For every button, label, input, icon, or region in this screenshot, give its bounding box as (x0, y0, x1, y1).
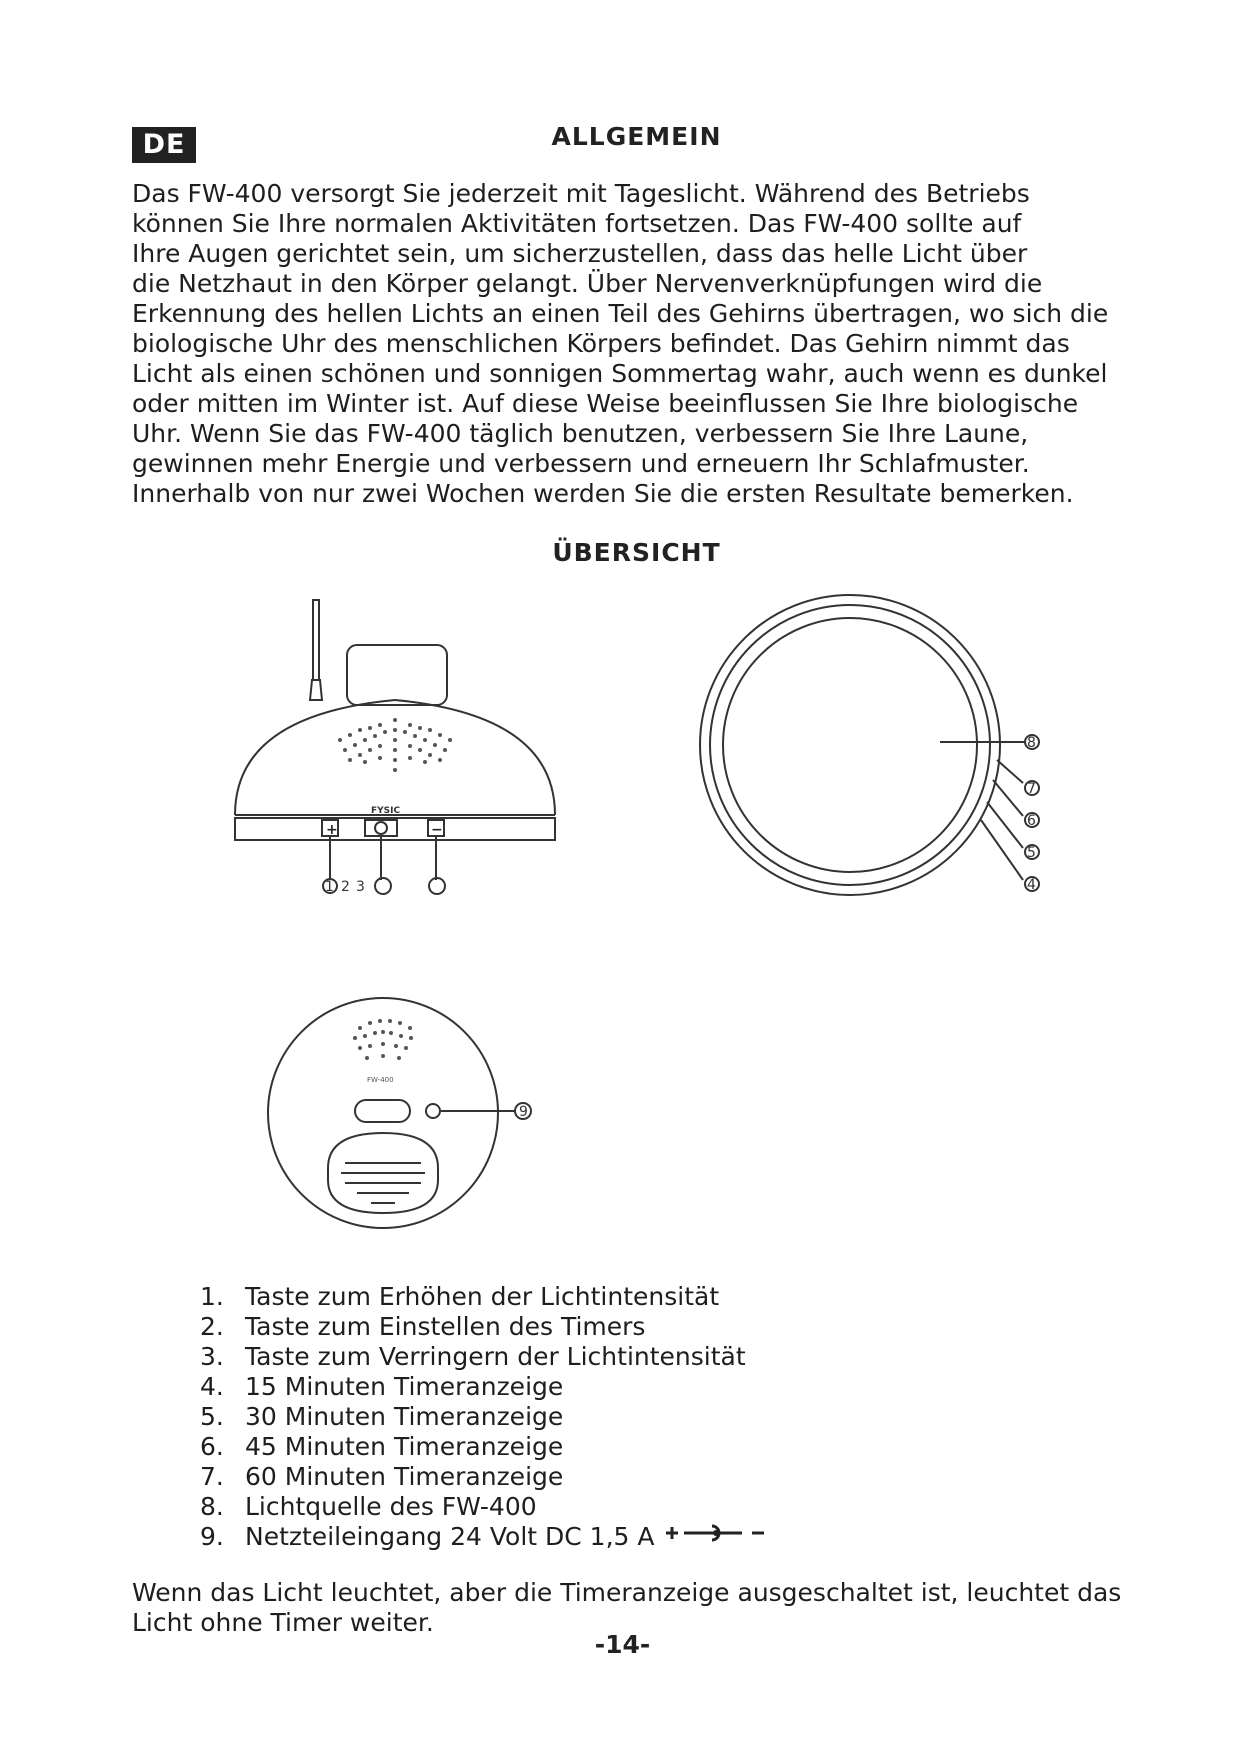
antenna (313, 600, 319, 680)
list-text: Taste zum Einstellen des Timers (245, 1312, 646, 1341)
list-number: 3. (200, 1342, 224, 1371)
intro-line: oder mitten im Winter ist. Auf diese Weise beeinflussen Sie Ihre biologische (132, 389, 1079, 418)
list-text: 15 Minuten Timeranzeige (245, 1372, 564, 1401)
minus-button-label: − (431, 822, 443, 838)
intro-line: Erkennung des hellen Lichts an einen Teil des Gehirns übertragen, wo sich die (132, 299, 1109, 328)
list-text: 45 Minuten Timeranzeige (245, 1432, 564, 1461)
list-text: Taste zum Verringern der Lichtintensität (245, 1342, 746, 1371)
list-number: 8. (200, 1492, 224, 1521)
list-item (200, 1432, 774, 1462)
list-number: 5. (200, 1402, 224, 1431)
list-item (200, 1462, 774, 1492)
heading-overview: ÜBERSICHT (552, 538, 721, 567)
rear-slot (355, 1100, 410, 1122)
list-text: Lichtquelle des FW-400 (245, 1492, 537, 1521)
intro-line: die Netzhaut in den Körper gelangt. Über Nervenverknüpfungen wird die (132, 269, 1043, 298)
intro-line: gewinnen mehr Energie und verbessern und erneuern Ihr Schlafmuster. (132, 449, 1030, 478)
list-number: 1. (200, 1282, 224, 1311)
dome-outline (235, 700, 555, 815)
intro-line: Licht als einen schönen und sonnigen Sommertag wahr, auch wenn es dunkel (132, 359, 1108, 388)
language-badge: DE (132, 127, 196, 163)
list-item (200, 1492, 774, 1522)
list-item (200, 1342, 774, 1372)
list-number: 2. (200, 1312, 224, 1341)
list-item (200, 1282, 774, 1312)
timer-button-icon (375, 822, 387, 834)
dc-polarity-icon (664, 1522, 774, 1544)
list-item (200, 1522, 774, 1552)
outer-ring (700, 595, 1000, 895)
heading-general: ALLGEMEIN (551, 122, 722, 151)
list-item (200, 1312, 774, 1342)
callout-6: 6 (1027, 813, 1036, 829)
list-number: 4. (200, 1372, 224, 1401)
list-text: 60 Minuten Timeranzeige (245, 1462, 564, 1491)
model-label: FW-400 (367, 1076, 394, 1084)
callout-2: 2 (341, 879, 350, 895)
feature-list (200, 1282, 774, 1552)
list-number: 6. (200, 1432, 224, 1461)
side-view-diagram (695, 590, 1055, 910)
list-text: Taste zum Erhöhen der Lichtintensität (245, 1282, 720, 1311)
callout-8: 8 (1027, 735, 1036, 751)
list-number: 7. (200, 1462, 224, 1491)
top-handle (347, 645, 447, 705)
intro-line: biologische Uhr des menschlichen Körpers befindet. Das Gehirn nimmt das (132, 329, 1070, 358)
timer-note (132, 1578, 1132, 1638)
intro-line: Das FW-400 versorgt Sie jederzeit mit Tageslicht. Während des Betriebs (132, 179, 1030, 208)
list-item (200, 1402, 774, 1432)
note-line: Licht ohne Timer weiter. (132, 1608, 434, 1637)
callout-3: 3 (356, 879, 365, 895)
intro-line: können Sie Ihre normalen Aktivitäten fortsetzen. Das FW-400 sollte auf (132, 209, 1022, 238)
intro-paragraph (132, 179, 1132, 509)
list-text: 30 Minuten Timeranzeige (245, 1402, 564, 1431)
callout-4: 4 (1027, 877, 1036, 893)
callout-5: 5 (1027, 845, 1036, 861)
intro-line: Ihre Augen gerichtet sein, um sicherzustellen, dass das helle Licht über (132, 239, 1028, 268)
callout-7: 7 (1027, 781, 1036, 797)
callout-9: 9 (519, 1104, 528, 1120)
list-number: 9. (200, 1522, 224, 1551)
list-item (200, 1372, 774, 1402)
page-number: -14- (594, 1630, 651, 1659)
note-line: Wenn das Licht leuchtet, aber die Timeranzeige ausgeschaltet ist, leuchtet das (132, 1578, 1122, 1607)
callout-1: 1 (325, 879, 334, 895)
list-text: Netzteileingang 24 Volt DC 1,5 A (245, 1522, 655, 1551)
intro-line: Uhr. Wenn Sie das FW-400 täglich benutzen, verbessern Sie Ihre Laune, (132, 419, 1029, 448)
back-view-diagram (265, 988, 565, 1238)
intro-line: Innerhalb von nur zwei Wochen werden Sie die ersten Resultate bemerken. (132, 479, 1074, 508)
dc-jack (426, 1104, 440, 1118)
light-source (723, 618, 977, 872)
plus-button-label: + (326, 822, 338, 838)
brand-label: FYSIC (371, 806, 401, 816)
front-view-diagram (225, 590, 575, 910)
